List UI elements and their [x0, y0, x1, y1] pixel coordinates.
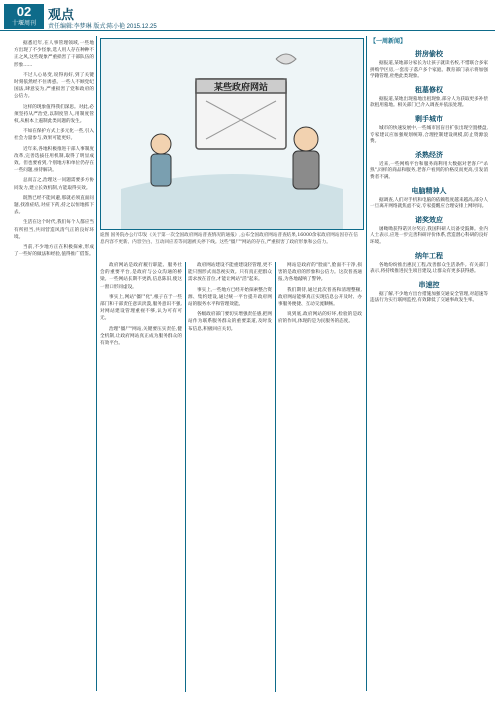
paragraph: 事实上,网站"僵尸化",根子在于一些部门和干部责任意识淡漠,服务意识不强,对网站建设管理重视不够,认为可有可无。: [100, 294, 182, 322]
editorial-cartoon: [100, 38, 364, 230]
sign-text: 某些政府网站: [213, 83, 269, 93]
sidebar-item-body: 各地纷纷推出惠民工程,改善群众生活条件。有关部门表示,将持续推进民生项目建设,让群众有更多获得感。: [370, 262, 488, 275]
editor-credits: 责任编辑:李梦琳 版式:陈小艳 2015.12.25: [48, 24, 157, 30]
masthead: [0, 0, 495, 30]
sidebar-header: 【一周新闻】: [370, 39, 407, 45]
publication-name: 十堰周刊: [4, 20, 44, 29]
paragraph: 生活在这个时代,我们每个人都应当有所担当,共同营造风清气正的良好环境。: [14, 220, 94, 240]
header-rule: [0, 30, 495, 31]
sidebar-item-title: 串速控: [418, 280, 440, 289]
sidebar-item: [370, 85, 488, 110]
paragraph: 总而言之,治理这一问题需要多方协同发力,建立长效机制,方能取得实效。: [14, 178, 94, 191]
paragraph: 既然已经不能回避,那就必须直面问题,找准症结,对症下药,持之以恒地抓下去。: [14, 195, 94, 216]
sidebar-item: [370, 150, 488, 182]
sidebar-item-title: 电脑精神人: [411, 186, 447, 195]
paragraph: 政府网站建设不能重建设轻管理,更不能只图形式而忽视实效。只有真正把群众需求放在首位,才能让网站"活"起来。: [188, 263, 272, 283]
sidebar-item-body: 近来,一些网购平台和服务商利用大数据对老客户"杀熟",同样的商品和服务,老客户看到的价格反而更高,引发消费者不满。: [370, 161, 488, 180]
paragraph: 这样的现象值得我们深思。对此,必须坚持从严治党,以制度管人,用制度管权,从根本上遏制此类问题的发生。: [14, 104, 94, 125]
paragraph: 据悉近年,在人事管理领域,一些地方出现了不少怪象,选人用人存在种种不正之风,这些现象严重损害了干部队伍的形象……: [14, 41, 94, 68]
paragraph: 政府网站是政府履行职能、服务社会的重要平台,是政府与公众沟通的桥梁。一些网站长期不更新,信息陈旧,使这一窗口形同虚设。: [100, 263, 182, 290]
column-divider: [275, 262, 276, 692]
sidebar-item: [370, 186, 488, 211]
paragraph: 治理"僵尸"网站,关键要压实责任,健全机制,让政府网站真正成为服务群众的有效平台。: [100, 326, 182, 347]
sidebar-item-body: 城市的快速发展中,一些城市因盲目扩张出现空置楼盘,专家建议应加强规划统筹,合理控制建设规模,防止资源浪费。: [370, 125, 488, 145]
sidebar-item: [370, 49, 488, 81]
article-column-4: [278, 262, 362, 692]
sidebar-item-body: 据调查,人们对手机和电脑的依赖程度越来越高,部分人一旦离开网络就焦虑不安,专家提醒应合理安排上网时间。: [370, 197, 488, 210]
sidebar-item-title: 杀熟经济: [415, 150, 443, 159]
sidebar-item-title: 剩手城市: [415, 114, 443, 123]
paragraph: 网站是政府的"脸面",脸面不干净,损害的是政府的形象和公信力。这次普查通报,为各地敲响了警钟。: [278, 263, 362, 283]
sidebar-item: [370, 215, 488, 247]
article-column-2: [100, 262, 182, 692]
paragraph: 各级政府部门要切实增强责任感,把网站作为联系服务群众的重要渠道,及时发布信息,积极回应关切。: [188, 312, 272, 332]
column-divider: [366, 36, 367, 691]
paragraph: 不如在保护方式上多元化一些,引入社会力量参与,效果可能更好。: [14, 129, 94, 142]
article-column-1: [14, 40, 94, 690]
column-divider: [96, 36, 97, 691]
paragraph: 事实上,一些地方已经开始探索整合资源、集约建设,通过统一平台提升政府网站的服务水平和管理效能。: [188, 287, 272, 308]
sidebar-item: [370, 280, 488, 305]
sidebar-item-title: 拼房偷校: [415, 50, 443, 58]
sidebar-item-body: 据了解,不少地方出台措施加强交通安全管理,对超速等违法行为实行联网监控,有效降低了交通事故发生率。: [370, 291, 488, 304]
column-divider: [185, 262, 186, 692]
sidebar-item: [370, 114, 488, 146]
cartoon-illustration: [101, 39, 363, 229]
sidebar-item-body: 据报道,某地出现墓地出租现象,部分人为获取更多补偿款租用墓地。相关部门已介入调查并依法处理。: [370, 96, 488, 109]
section-title: 观点: [48, 7, 75, 22]
article-column-3: [188, 262, 272, 692]
page-number: 02: [4, 4, 44, 20]
sidebar-item-title: 诺奖效应: [415, 215, 443, 224]
paragraph: 不过人心易变,说得再好,到了关键时刻依然经不住诱惑。一些人不顾党纪国法,肆意妄为,严重损害了党和政府的公信力。: [14, 72, 94, 100]
cartoon-caption: 诡图 国务院办公厅印发《关于第一次全国政府网站普查情况的通报》,公布全国政府网站普查结果,16000余家政府网站因存在信息内容不更新、内容空白、互动回应差等问题被关停下线。这些"僵尸"网站的存在,严重损害了政府形象和公信力。: [100, 233, 358, 245]
paragraph: 近年来,各地积极推进干部人事制度改革,完善选拔任用机制,取得了明显成效。但也要看到,个别地方和单位仍存在一些问题,亟待解决。: [14, 146, 94, 174]
paragraph: 我们期待,通过此次普查和清理整顿,政府网站能够真正实现信息公开及时、办事服务便捷、互动交流顺畅。: [278, 287, 362, 308]
sidebar-item-body: 据报道,某地部分家长为让孩子就读名校,不惜联合多家拼购学区房,一套房子落户多个家庭。教育部门表示将加强学籍管理,杜绝此类现象。: [370, 61, 488, 80]
paragraph: 说到底,政府网站的好坏,检验的是政府的作风,体现的是为民服务的态度。: [278, 312, 362, 325]
sidebar-item: [370, 251, 488, 276]
paragraph: 当前,不少地方正在积极探索,形成了一些好的做法和经验,值得推广借鉴。: [14, 245, 94, 258]
sidebar-item-title: 纳年工程: [415, 251, 443, 260]
sidebar-item-body: 屠呦呦获得诺贝尔奖后,我国科研人员备受鼓舞。业内人士表示,应进一步完善科研评价体系,营造潜心科研的良好环境。: [370, 226, 488, 245]
news-sidebar: [370, 36, 488, 696]
sidebar-item-title: 租墓修权: [415, 85, 443, 94]
